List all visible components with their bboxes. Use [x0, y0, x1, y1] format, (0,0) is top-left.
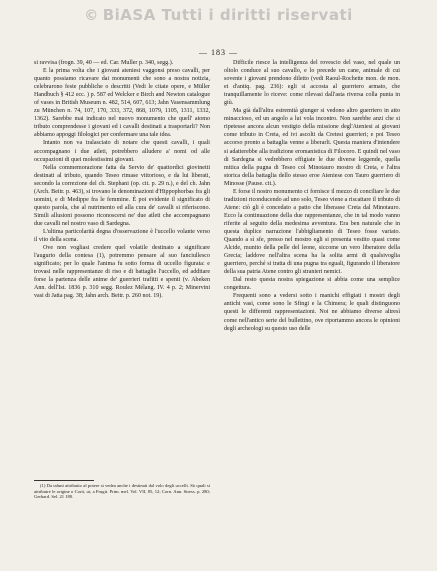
- paragraph: Intanto non va tralasciato di notare che questi cavalli, i quali accompagnano i due atleti, potrebbero alludere a' nomi od alle occupazioni di quei molestissimi giovani.: [34, 140, 210, 163]
- right-text-column: [224, 59, 400, 333]
- footnote: (1) Da taluni attribuito al potere si vedea anche i destinati dal volo degli uccelli. Sò quali si attribuire le origine o Corti, ut, a Frugit. Prim. mel. Vol. VII, 85, 12; Corn. Ann. Stress. p. 280; Gerhard. Sel. 21 180.: [34, 483, 210, 500]
- paragraph: Ma già dall'altra estremità giunger si vedono altro guerriero in atto minaccioso, ed un angolo a lui vola incontro. Non sarebbe anzi che si ripetesse ancora alcun vestigio della missione degl'Ateniesi ai giovani come tributo in Creta, ed ivi ascolti da Cretesi guerrieri; e poi Teseo accorso pronto a battaglia venne a liberarli. Questa maniera d'intendere si adatterebbe alla tradizione eromanistica di Filocoro. E quindi nel vaso di Sardegna si vedrebbero effigiate le due diverse leggende, quella mitica della pugna di Teseo col Minotauro mostro di Creta, e l'altra storica della battaglia dello stesso eroe Ateniese con Tauro guerriero di Minosse (Pause. cit.).: [224, 108, 400, 187]
- paragraph: Difficile riesce la intelligenza del rovescio del vaso, nel quale un oltolo conduce al suo cavallo, e lo precede un cane, animale di cui sovente i giovani prendono diletto (vedi Raoul-Rochette mon. de mon. et d'antiq. pag. 236): egli si accosta al guerriero armato, che tranquillamente lo riceve: come rilevasi dall'asta riversa colla punta in giù.: [224, 60, 400, 107]
- copyright-watermark: [0, 6, 437, 24]
- paragraph: Ove non vogliasi credere quel volatile destinato a significare l'augurio della contesa (1), potremmo pensare al suo fanciullesco significato; per lo quale l'anima fu sotto forma di uccello figurata: e trovasi nelle rappresentanze di riso e di battaglie l'uccello, ed additare forse la partenza delle anime de' guerrieri trafitti e spenti (v. Abeken Ann. dell'Ist. 1836 p. 310 segg. Roulez Mélang. IV. 4 p. 2; Minervini vasi di Jatta pag. 38; Jahn arch. Beitr. p. 260 not. 19).: [34, 245, 210, 300]
- footnote-divider: [34, 480, 94, 481]
- paragraph: E la prima volta che i giovani ateniesi vaggonsi preso cavalli, per quanto possiamo ricavare dai monumenti che sono a nostra notizia, celebrarono feste pubbliche o descritti (Vedi le citate opere, e Müller Handbuch § 412 ecc. ) p. 587 ed Welcker e Birch and Newton catalogue of vases in British Museum n. 482, 514, 607, 613; Jahn Vasensammlung zu München n. 74, 107, 170, 333, 372, 868, 1079, 1105, 1311, 1332, 1362). Sarebbe mai indicato nel nuovo monumento che quell' atomo tributo comprendesse i giovani ed i cavalli destinati a trasportarli? Non abbiamo appoggi filologici per confermare una tale idea.: [34, 68, 210, 139]
- paragraph: si ravvisa (frogn. 39, 40 — ed. Car. Muller p. 340, segg.).: [34, 60, 174, 66]
- paragraph: E forse il nostro monumento ci fornisce il mezzo di conciliare le due tradizioni riconducendo ad uno solo, Teseo viene a riscattare il tributo di Atene: ciò gli è concedato a patto che liberasse Creta dal Minotauro. Ecco la continuazione della due rappresentanze, che in tal modo vanno riferite al seguito della medesima avventura. Era ben naturale che in questa duplice narrazione l'abbigliamento di Teseo fosse variato. Quando a sì sfe, presso nel mostro egli si presenta vestito quasi come Alcide, munito della pelle del leone, siccome un vero liberatore della Grecia; laddove nell'altra scena ha la solita armi di qualsivoglia guerriero, perché si tratta di una pugna tra eguali, figurando il liberatore della sua patria Atene contro gli stranieri nemici.: [224, 188, 400, 276]
- footnote-block: [34, 483, 210, 500]
- paragraph: Dal resto questa nostra spiegazione si abbia come una semplice congettura.: [224, 277, 400, 292]
- copyright-symbol: ©: [84, 8, 99, 24]
- page-number: — 183 —: [199, 48, 238, 57]
- paragraph: Nella commemorazione fatta da Servio de' quattordici giovinetti destinati al tributo, quando Teseo rimase vittorioso, e da lui liberati, secondo la correzione del ch. Stephani (op. cit. p. 29 n.), e del ch. Jahn (Arch. Beitr. p. 463), si trovano le denominazioni d'Hippophorbas fra gli uomini, e di Medippe fra le femmine. È poi evidente il significato di questo parola, che al nutrimento ed alla cura de' cavalli si riferiscono. Simili allusioni possono riconoscersi ne' due atleti che accompagnano due cavalli nel nostro vaso di Sardegna.: [34, 164, 210, 227]
- paragraph: L'ultima particolarità degna d'osservazione è l'uccello volante verso il vito della scena.: [34, 228, 210, 244]
- left-text-column: [34, 59, 210, 300]
- watermark-text: BiASA Tutti i diritti riservati: [102, 6, 353, 24]
- paragraph: Frequenti sono a vedersi sotto i manichi effigiati i mostri degli antichi vasi, come sono le Sfingi e la Chimera; le quali distinguono questi le differenti rappresentazioni. Noi ne abbiamo diverse altresì come nell'antico serie del bullettino, ove riportammo ancora le opinioni degli archeologi su questo uso delle: [224, 293, 400, 332]
